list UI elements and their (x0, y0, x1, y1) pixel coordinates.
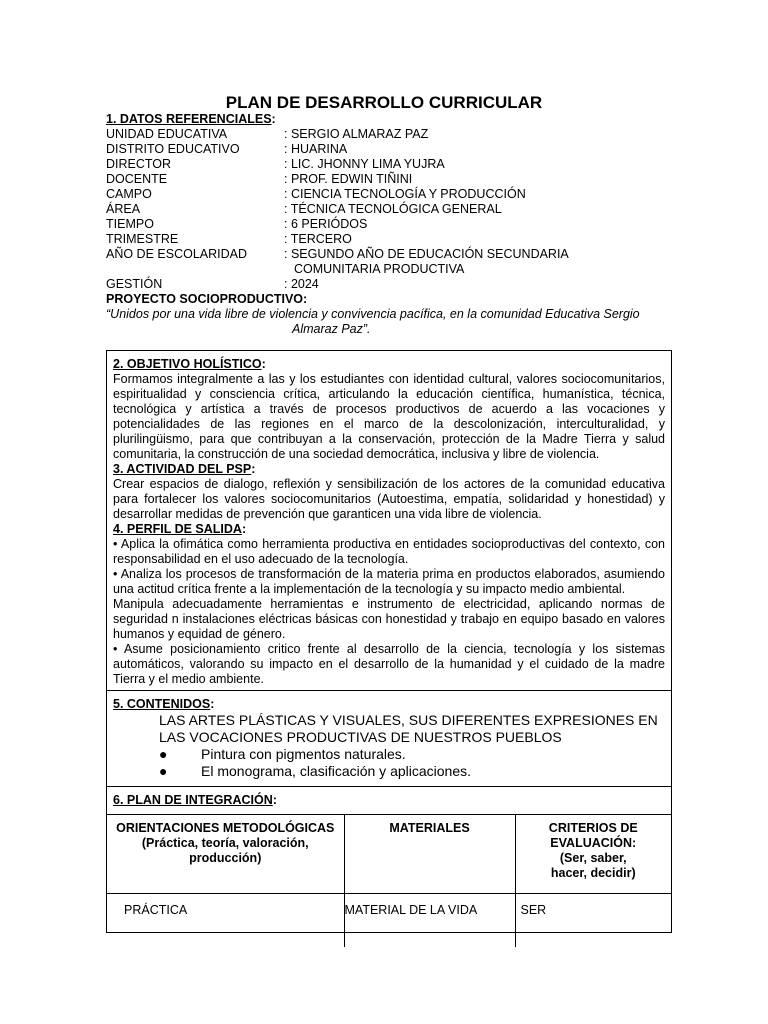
datos-rows (106, 127, 666, 262)
contenidos-bullet (113, 746, 665, 763)
datos-row (106, 217, 666, 232)
contenidos-bullet (113, 763, 665, 780)
datos-row-label: DOCENTE (106, 172, 168, 186)
plan-table-header (107, 815, 671, 894)
datos-row (106, 142, 666, 157)
perfil-item: • Asume posicionamiento critico frente al desarrollo de la ciencia, tecnología y los sistemas automáticos, valorando su impacto en el desarrollo de la humanidad y el cuidado de la madre Tierra y el medio ambiente. (113, 642, 665, 686)
datos-row-value: : SERGIO ALMARAZ PAZ (284, 127, 429, 141)
gestion-label: GESTIÓN (106, 277, 163, 291)
datos-row-label: AÑO DE ESCOLARIDAD (106, 247, 248, 261)
datos-row (106, 172, 666, 187)
datos-row-value: : PROF. EDWIN TIÑINI (284, 172, 413, 186)
datos-row-value: : HUARINA (284, 142, 348, 156)
datos-row-label: DIRECTOR (106, 157, 172, 171)
page-title: PLAN DE DESARROLLO CURRICULAR (225, 93, 543, 112)
datos-row (106, 157, 666, 172)
contenidos-heading-text: 5. CONTENIDOS (113, 697, 211, 711)
datos-row-label: UNIDAD EDUCATIVA (106, 127, 228, 141)
plan-heading: 6. PLAN DE INTEGRACIÓN: (107, 787, 671, 815)
datos-row-value: : TERCERO (284, 232, 352, 246)
contenidos-main: LAS ARTES PLÁSTICAS Y VISUALES, SUS DIFERENTES EXPRESIONES EN LAS VOCACIONES PRODUCTIVAS DE NUESTROS PUEBLOS (159, 712, 658, 745)
perfil-heading: 4. PERFIL DE SALIDA: (113, 522, 247, 536)
datos-row-value: : CIENCIA TECNOLOGÍA Y PRODUCCIÓN (284, 187, 526, 201)
col-criterios (515, 815, 671, 894)
datos-row-value: : 6 PERIÓDOS (284, 217, 368, 231)
cell-ser: SER (520, 903, 547, 917)
datos-row-value: : SEGUNDO AÑO DE EDUCACIÓN SECUNDARIA (284, 247, 569, 261)
datos-row-label: DISTRITO EDUCATIVO (106, 142, 240, 156)
cell-practica: PRÁCTICA (107, 894, 344, 948)
contenidos-bullet-text: El monograma, clasificación y aplicaciones. (201, 763, 472, 779)
perfil-item: Manipula adecuadamente herramientas e instrumento de electricidad, aplicando normas de seguridad n instalaciones eléctricas básicas con honestidad y trabajo en equipo basado en valores humanos y equidad de género. (113, 597, 665, 641)
bullet-icon: ● (159, 746, 168, 762)
proyecto-text-line2: Almaraz Paz”. (292, 322, 371, 336)
proyecto-text-line1: “Unidos por una vida libre de violencia y convivencia pacífica, en la comunidad Educativa Sergio (106, 307, 640, 321)
actividad-heading: 3. ACTIVIDAD DEL PSP: (113, 462, 256, 476)
actividad-text: Crear espacios de dialogo, reflexión y sensibilización de los actores de la comunidad educativa para fortalecer los valores sociocomunitarios (Autoestima, empatía, solidaridad y honestidad) y desarrollar medidas de prevención que garanticen una vida libre de violencia. (113, 477, 665, 521)
escolaridad-continuation: COMUNITARIA PRODUCTIVA (294, 262, 465, 276)
objetivo-heading-text: 2. OBJETIVO HOLÍSTICO (113, 357, 262, 371)
datos-row-value: : TÉCNICA TECNOLÓGICA GENERAL (284, 202, 502, 216)
datos-row-gestion (106, 277, 666, 292)
cell-material: MATERIAL DE LA VIDA (344, 894, 515, 948)
datos-heading-text: 1. DATOS REFERENCIALES (106, 112, 272, 126)
datos-row-label: CAMPO (106, 187, 152, 201)
proyecto-heading: PROYECTO SOCIOPRODUCTIVO: (106, 292, 308, 306)
datos-row (106, 247, 666, 262)
datos-row-label: TIEMPO (106, 217, 154, 231)
datos-row (106, 127, 666, 142)
objetivo-heading: 2. OBJETIVO HOLÍSTICO: (113, 357, 266, 371)
objetivo-text: Formamos integralmente a las y los estudiantes con identidad cultural, valores sociocomunitarios, espiritualidad y consciencia crítica, articulando la educación científica, humanística, técnica, tecnológica y artística a través de procesos productivos de acuerdo a las vocaciones y potencialidades de las regiones en el marco de la descolonización, interculturalidad, y plurilingüismo, para que contribuyan a la conservación, protección de la Madre Tierra y salud comunitaria, la construcción de una sociedad democrática, inclusiva y libre de violencia. (113, 372, 665, 461)
gestion-value: : 2024 (284, 277, 319, 291)
plan-table-row (107, 894, 671, 948)
plan-table (107, 815, 671, 947)
perfil-item: • Aplica la ofimática como herramienta productiva en entidades socioproductivas del contexto, con responsabilidad en el uso adecuado de la tecnología. (113, 537, 665, 566)
col-materiales (344, 815, 515, 894)
contenidos-heading: 5. CONTENIDOS: (113, 697, 215, 711)
bullet-icon: ● (159, 763, 168, 779)
col-criterios-sub: (Ser, saber, hacer, decidir) (550, 851, 636, 880)
contenidos-box (106, 690, 672, 787)
datos-row-value: : LIC. JHONNY LIMA YUJRA (284, 157, 445, 171)
col-orientaciones-sub: (Práctica, teoría, valoración, producción) (141, 836, 309, 865)
datos-row (106, 232, 666, 247)
datos-row (106, 187, 666, 202)
col-materiales-title: MATERIALES (389, 821, 470, 835)
actividad-heading-text: 3. ACTIVIDAD DEL PSP (113, 462, 252, 476)
contenidos-bullet-text: Pintura con pigmentos naturales. (201, 746, 406, 762)
objetivo-box (106, 350, 672, 691)
datos-row-label: TRIMESTRE (106, 232, 179, 246)
plan-box (106, 786, 672, 933)
col-orientaciones-title: ORIENTACIONES METODOLÓGICAS (116, 821, 335, 835)
datos-referenciales (106, 112, 666, 337)
col-orientaciones (107, 815, 344, 894)
perfil-heading-text: 4. PERFIL DE SALIDA (113, 522, 242, 536)
datos-row-label: ÁREA (106, 202, 141, 216)
datos-heading: 1. DATOS REFERENCIALES: (106, 112, 276, 126)
col-criterios-title: CRITERIOS DE EVALUACIÓN: (548, 821, 638, 850)
plan-heading-text: 6. PLAN DE INTEGRACIÓN (113, 793, 273, 807)
datos-row (106, 202, 666, 217)
perfil-item: • Analiza los procesos de transformación de la materia prima en productos elaborados, asumiendo una actitud crítica frente a la implementación de la tecnología y su impacto medio ambiental. (113, 567, 665, 596)
